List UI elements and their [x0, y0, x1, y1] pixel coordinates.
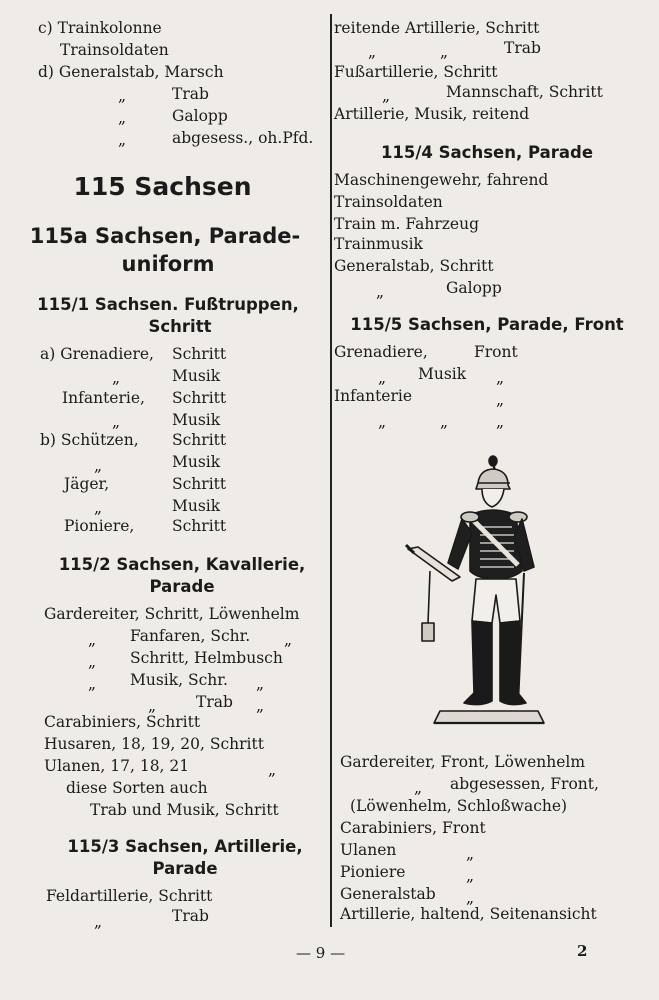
- ditto-mark: „: [466, 889, 475, 907]
- ditto-mark: „: [118, 87, 127, 105]
- ditto-mark: „: [148, 697, 157, 715]
- ditto-mark: „: [382, 87, 391, 105]
- entry-text: Generalstab: [340, 885, 436, 903]
- entry-text: abgesess., oh.Pfd.: [172, 129, 314, 147]
- entry-text: Mannschaft, Schritt: [446, 83, 603, 101]
- entry-text: Trab und Musik, Schritt: [90, 801, 279, 819]
- ditto-mark: „: [94, 499, 103, 517]
- ditto-mark: „: [94, 457, 103, 475]
- heading-115-4: 115/4 Sachsen, Parade: [380, 143, 594, 162]
- ditto-mark: „: [256, 675, 265, 693]
- ditto-mark: „: [88, 631, 97, 649]
- entry-text: Trab: [172, 85, 209, 103]
- entry-text: Trab: [172, 907, 209, 925]
- ditto-mark: „: [368, 43, 377, 61]
- soldier-illustration: [400, 453, 550, 733]
- entry-text: Infanterie: [334, 387, 413, 405]
- entry-text: Schritt, Helmbusch: [130, 649, 283, 667]
- entry-text: Musik: [418, 365, 467, 383]
- entry-text: Carabiniers, Schritt: [44, 713, 201, 731]
- heading-115-5: 115/5 Sachsen, Parade, Front: [350, 315, 624, 334]
- entry-text: Jäger,: [64, 475, 110, 493]
- entry-text: Musik, Schr.: [130, 671, 228, 689]
- entry-text: Galopp: [172, 107, 228, 125]
- entry-text: Fanfaren, Schr.: [130, 627, 251, 645]
- ditto-mark: „: [376, 283, 385, 301]
- heading-115-3-line1: 115/3 Sachsen, Artillerie,: [67, 837, 303, 856]
- entry-text: Schritt: [172, 517, 227, 535]
- ditto-mark: „: [466, 867, 475, 885]
- ditto-mark: „: [256, 697, 265, 715]
- heading-115-1-line2: Schritt: [148, 317, 212, 336]
- entry-text: Artillerie, Musik, reitend: [334, 105, 530, 123]
- entry-text: Ulanen: [340, 841, 397, 859]
- entry-text: Schritt: [172, 431, 227, 449]
- entry-text: Fußartillerie, Schritt: [334, 63, 498, 81]
- heading-115-3-line2: Parade: [152, 859, 218, 878]
- entry-text: Train m. Fahrzeug: [334, 215, 479, 233]
- ditto-mark: „: [88, 675, 97, 693]
- entry-text: Schritt: [172, 389, 227, 407]
- column-divider: [330, 14, 332, 927]
- heading-115a-line1: 115a Sachsen, Parade-: [29, 224, 301, 248]
- entry-text: abgesessen, Front,: [450, 775, 599, 793]
- heading-115a-line2: uniform: [121, 252, 215, 276]
- ditto-mark: „: [118, 131, 127, 149]
- entry-text: Artillerie, haltend, Seitenansicht: [340, 905, 597, 923]
- ditto-mark: „: [496, 369, 505, 387]
- entry-text: Trainmusik: [334, 235, 423, 253]
- entry-text: Gardereiter, Schritt, Löwenhelm: [44, 605, 300, 623]
- entry-text: Generalstab, Schritt: [334, 257, 494, 275]
- entry-text: Galopp: [446, 279, 502, 297]
- ditto-mark: „: [94, 913, 103, 931]
- entry-text: Grenadiere,: [334, 343, 428, 361]
- entry-text: Husaren, 18, 19, 20, Schritt: [44, 735, 264, 753]
- entry-text: Pioniere: [340, 863, 406, 881]
- entry-text: Schritt: [172, 345, 227, 363]
- heading-115-1-line1: 115/1 Sachsen. Fußtruppen,: [37, 295, 299, 314]
- entry-text: Musik: [172, 497, 221, 515]
- entry-text: d) Generalstab, Marsch: [38, 63, 224, 81]
- entry-text: a) Grenadiere,: [40, 345, 154, 363]
- ditto-mark: „: [440, 413, 449, 431]
- ditto-mark: „: [112, 413, 121, 431]
- entry-text: Gardereiter, Front, Löwenhelm: [340, 753, 586, 771]
- entry-text: diese Sorten auch: [66, 779, 208, 797]
- heading-115-2-line2: Parade: [149, 577, 215, 596]
- sheet-number: 2: [577, 942, 588, 960]
- heading-115-2-line1: 115/2 Sachsen, Kavallerie,: [58, 555, 306, 574]
- entry-text: Maschinengewehr, fahrend: [334, 171, 549, 189]
- entry-text: reitende Artillerie, Schritt: [334, 19, 540, 37]
- entry-text: Trab: [504, 39, 541, 57]
- ditto-mark: „: [118, 109, 127, 127]
- entry-text: Ulanen, 17, 18, 21: [44, 757, 190, 775]
- entry-text: Musik: [172, 411, 221, 429]
- ditto-mark: „: [268, 761, 277, 779]
- page-number: — 9 —: [296, 944, 346, 962]
- ditto-mark: „: [496, 413, 505, 431]
- entry-text: Feldartillerie, Schritt: [46, 887, 213, 905]
- ditto-mark: „: [112, 369, 121, 387]
- entry-text: (Löwenhelm, Schloßwache): [350, 797, 568, 815]
- entry-text: Infanterie,: [62, 389, 145, 407]
- entry-text: Musik: [172, 367, 221, 385]
- ditto-mark: „: [496, 391, 505, 409]
- entry-text: Trainsoldaten: [60, 41, 169, 59]
- entry-text: Musik: [172, 453, 221, 471]
- ditto-mark: „: [440, 43, 449, 61]
- heading-115-sachsen: 115 Sachsen: [73, 172, 252, 201]
- ditto-mark: „: [284, 631, 293, 649]
- ditto-mark: „: [414, 779, 423, 797]
- entry-text: Trab: [196, 693, 233, 711]
- entry-text: Schritt: [172, 475, 227, 493]
- entry-text: Carabiniers, Front: [340, 819, 486, 837]
- entry-text: Front: [474, 343, 518, 361]
- ditto-mark: „: [378, 413, 387, 431]
- ditto-mark: „: [466, 845, 475, 863]
- entry-text: Pioniere,: [64, 517, 135, 535]
- entry-text: Trainsoldaten: [334, 193, 443, 211]
- entry-text: b) Schützen,: [40, 431, 139, 449]
- ditto-mark: „: [378, 369, 387, 387]
- ditto-mark: „: [88, 653, 97, 671]
- entry-text: c) Trainkolonne: [38, 19, 162, 37]
